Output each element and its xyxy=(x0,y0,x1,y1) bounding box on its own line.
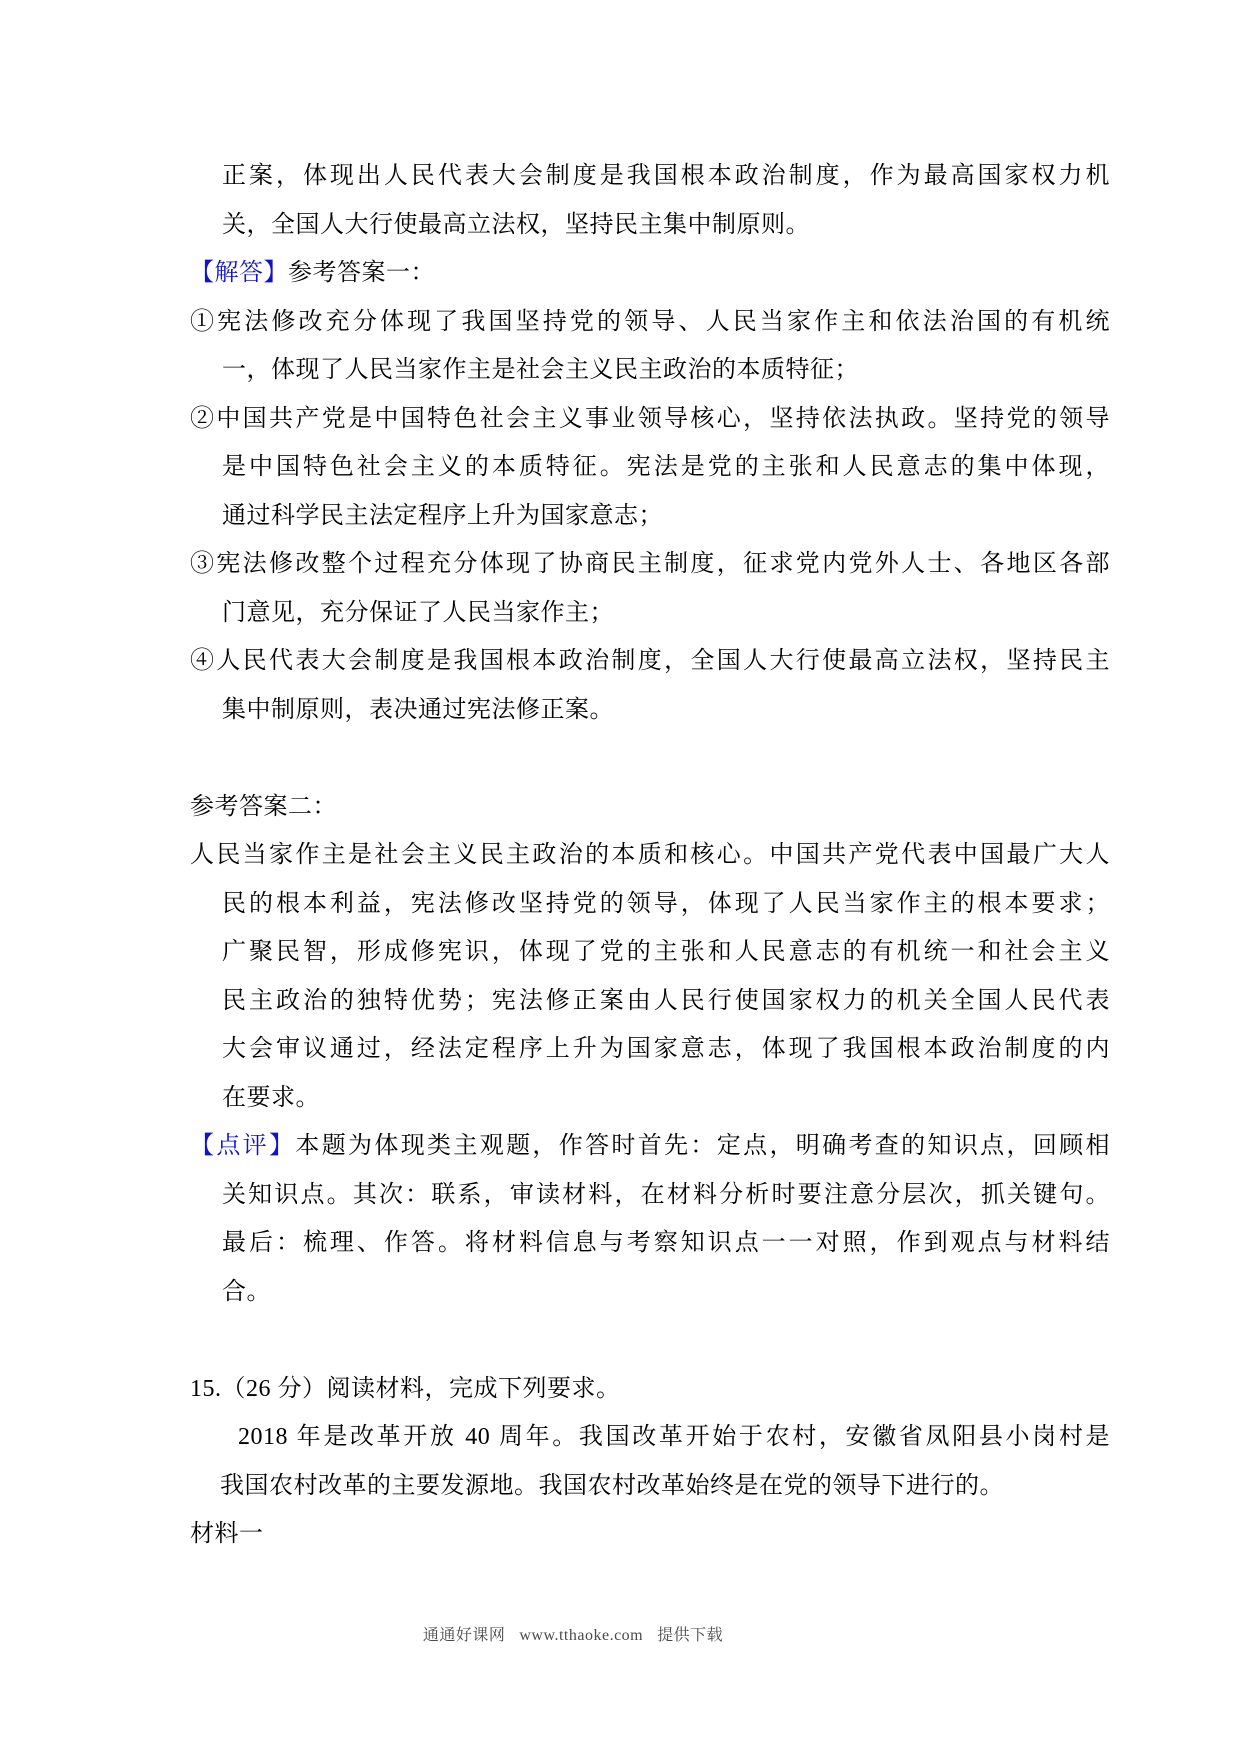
text-line xyxy=(190,395,1110,444)
text-segment: 正案，体现出人民代表大会制度是我国根本政治制度，作为最高国家权力机 xyxy=(222,163,1110,189)
text-segment: 材料一 xyxy=(190,1521,264,1547)
text-line xyxy=(190,249,1110,298)
text-line xyxy=(190,1074,1110,1123)
text-segment: 广聚民智，形成修宪识，体现了党的主张和人民意志的有机统一和社会主义 xyxy=(222,939,1110,965)
text-line xyxy=(190,298,1110,347)
text-line xyxy=(190,831,1110,880)
blank-line xyxy=(190,734,1110,783)
text-segment: 民的根本利益，宪法修改坚持党的领导，体现了人民当家作主的根本要求； xyxy=(222,890,1110,917)
dianping-label: 【点评】 xyxy=(190,1133,296,1159)
text-segment: 关，全国人大行使最高立法权，坚持民主集中制原则。 xyxy=(222,211,810,238)
text-line xyxy=(190,977,1110,1026)
text-line xyxy=(190,1268,1110,1317)
text-line xyxy=(190,1122,1110,1171)
text-line xyxy=(190,443,1110,492)
text-segment: 通过科学民主法定程序上升为国家意志； xyxy=(222,502,663,529)
text-line xyxy=(190,152,1110,201)
text-line xyxy=(190,783,1110,832)
text-segment: 大会审议通过，经法定程序上升为国家意志，体现了我国根本政治制度的内 xyxy=(222,1036,1110,1062)
text-segment: 在要求。 xyxy=(222,1084,320,1111)
document-body xyxy=(190,152,1110,1559)
text-segment: 我国农村改革的主要发源地。我国农村改革始终是在党的领导下进行的。 xyxy=(220,1472,1004,1499)
text-segment: 2018 年是改革开放 40 周年。我国改革开始于农村，安徽省凤阳县小岗村是 xyxy=(238,1424,1110,1450)
text-segment: 参考答案二： xyxy=(190,793,337,820)
text-line xyxy=(190,1025,1110,1074)
text-line xyxy=(190,1171,1110,1220)
text-line xyxy=(190,686,1110,735)
blank-line xyxy=(190,1316,1110,1365)
text-line xyxy=(190,637,1110,686)
question-15-stem xyxy=(190,1365,1110,1414)
text-segment: 民主政治的独特优势；宪法修正案由人民行使国家权力的机关全国人民代表 xyxy=(222,987,1110,1014)
text-line xyxy=(190,928,1110,977)
text-segment: 最后：梳理、作答。将材料信息与考察知识点一一对照，作到观点与材料结 xyxy=(222,1230,1110,1256)
text-segment: ③宪法修改整个过程充分体现了协商民主制度，征求党内党外人士、各地区各部 xyxy=(190,551,1110,577)
text-segment: 15.（26 分）阅读材料，完成下列要求。 xyxy=(190,1375,621,1402)
text-segment: 关知识点。其次：联系，审读材料，在材料分析时要注意分层次，抓关键句。 xyxy=(222,1181,1110,1208)
text-segment: 参考答案一： xyxy=(288,260,435,286)
text-segment: 合。 xyxy=(222,1278,271,1305)
material-one-heading xyxy=(190,1510,1110,1559)
footer-site-name: 通通好课网 xyxy=(422,1627,506,1644)
text-line xyxy=(190,1462,1110,1511)
jieda-label: 【解答】 xyxy=(190,260,288,286)
text-segment: 是中国特色社会主义的本质特征。宪法是党的主张和人民意志的集中体现， xyxy=(222,454,1110,480)
text-line xyxy=(190,201,1110,250)
text-line xyxy=(190,346,1110,395)
text-segment: 人民当家作主是社会主义民主政治的本质和核心。中国共产党代表中国最广大人 xyxy=(190,842,1110,868)
text-segment: 本题为体现类主观题，作答时首先：定点，明确考查的知识点，回顾相 xyxy=(295,1133,1111,1159)
text-line xyxy=(190,589,1110,638)
text-segment: ②中国共产党是中国特色社会主义事业领导核心，坚持依法执政。坚持党的领导 xyxy=(190,405,1110,432)
page-footer xyxy=(0,1624,1146,1648)
footer-site-url: www.tthaoke.com xyxy=(519,1627,644,1644)
text-line xyxy=(190,1219,1110,1268)
text-line xyxy=(190,492,1110,541)
text-segment: ④人民代表大会制度是我国根本政治制度，全国人大行使最高立法权，坚持民主 xyxy=(190,648,1110,674)
text-line xyxy=(190,880,1110,929)
text-segment: ①宪法修改充分体现了我国坚持党的领导、人民当家作主和依法治国的有机统 xyxy=(190,308,1110,335)
text-line xyxy=(190,540,1110,589)
footer-download-note: 提供下载 xyxy=(657,1627,724,1644)
text-line xyxy=(190,1413,1110,1462)
text-segment: 一，体现了人民当家作主是社会主义民主政治的本质特征； xyxy=(222,357,859,383)
text-segment: 门意见，充分保证了人民当家作主； xyxy=(222,599,614,626)
text-segment: 集中制原则，表决通过宪法修正案。 xyxy=(222,696,614,723)
